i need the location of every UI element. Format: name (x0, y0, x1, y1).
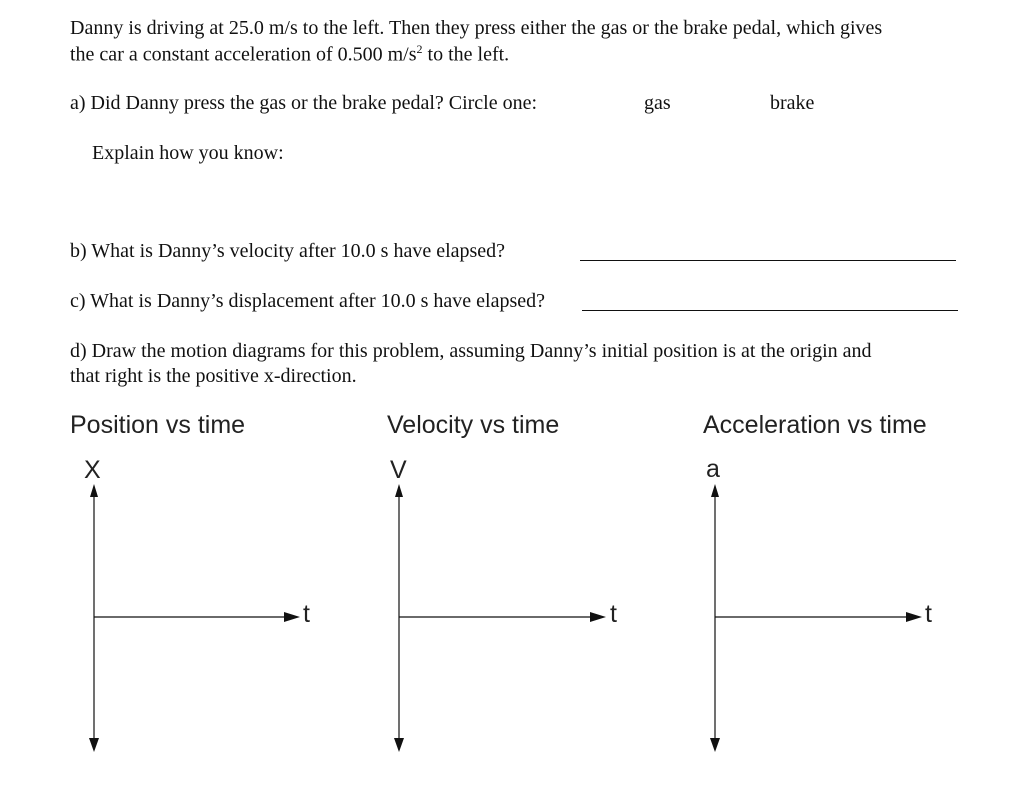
exponent: 2 (416, 42, 423, 56)
y-axis-label-acceleration: a (706, 455, 720, 483)
graph-title-velocity: Velocity vs time (387, 411, 560, 439)
position-x-arrow (284, 612, 300, 622)
acceleration-y-arrow-up (711, 484, 719, 497)
velocity-axes (394, 484, 606, 752)
velocity-x-arrow (590, 612, 606, 622)
y-axis-label-position: X (84, 456, 101, 484)
problem-line-2-text: the car a constant acceleration of 0.500 m/s (70, 43, 417, 66)
position-y-arrow-down (89, 738, 99, 752)
option-brake[interactable]: brake (770, 92, 815, 114)
part-d-line-1: d) Draw the motion diagrams for this problem, assuming Danny’s initial position is at the origin and (70, 340, 872, 362)
x-axis-label-position: t (303, 600, 310, 628)
part-c-question: c) What is Danny’s displacement after 10.0 s have elapsed? (70, 290, 546, 312)
explain-prompt: Explain how you know: (92, 142, 284, 164)
graph-title-position: Position vs time (70, 411, 246, 439)
option-gas[interactable]: gas (644, 92, 671, 114)
acceleration-axes (710, 484, 922, 752)
velocity-y-arrow-up (395, 484, 403, 497)
part-a-question: a) Did Danny press the gas or the brake pedal? Circle one: (70, 92, 538, 114)
position-axes (89, 484, 300, 752)
part-d-line-2: that right is the positive x-direction. (70, 365, 357, 387)
part-b-question: b) What is Danny’s velocity after 10.0 s have elapsed? (70, 240, 506, 262)
y-axis-label-velocity: V (390, 456, 407, 484)
problem-line-2-end: to the left. (422, 43, 510, 66)
graph-title-acceleration: Acceleration vs time (703, 411, 927, 439)
x-axis-label-velocity: t (610, 600, 617, 628)
acceleration-x-arrow (906, 612, 922, 622)
x-axis-label-acceleration: t (925, 600, 932, 628)
problem-line-1: Danny is driving at 25.0 m/s to the left. Then they press either the gas or the brake pedal, which gives (70, 17, 883, 39)
position-y-arrow-up (90, 484, 98, 497)
velocity-y-arrow-down (394, 738, 404, 752)
acceleration-y-arrow-down (710, 738, 720, 752)
